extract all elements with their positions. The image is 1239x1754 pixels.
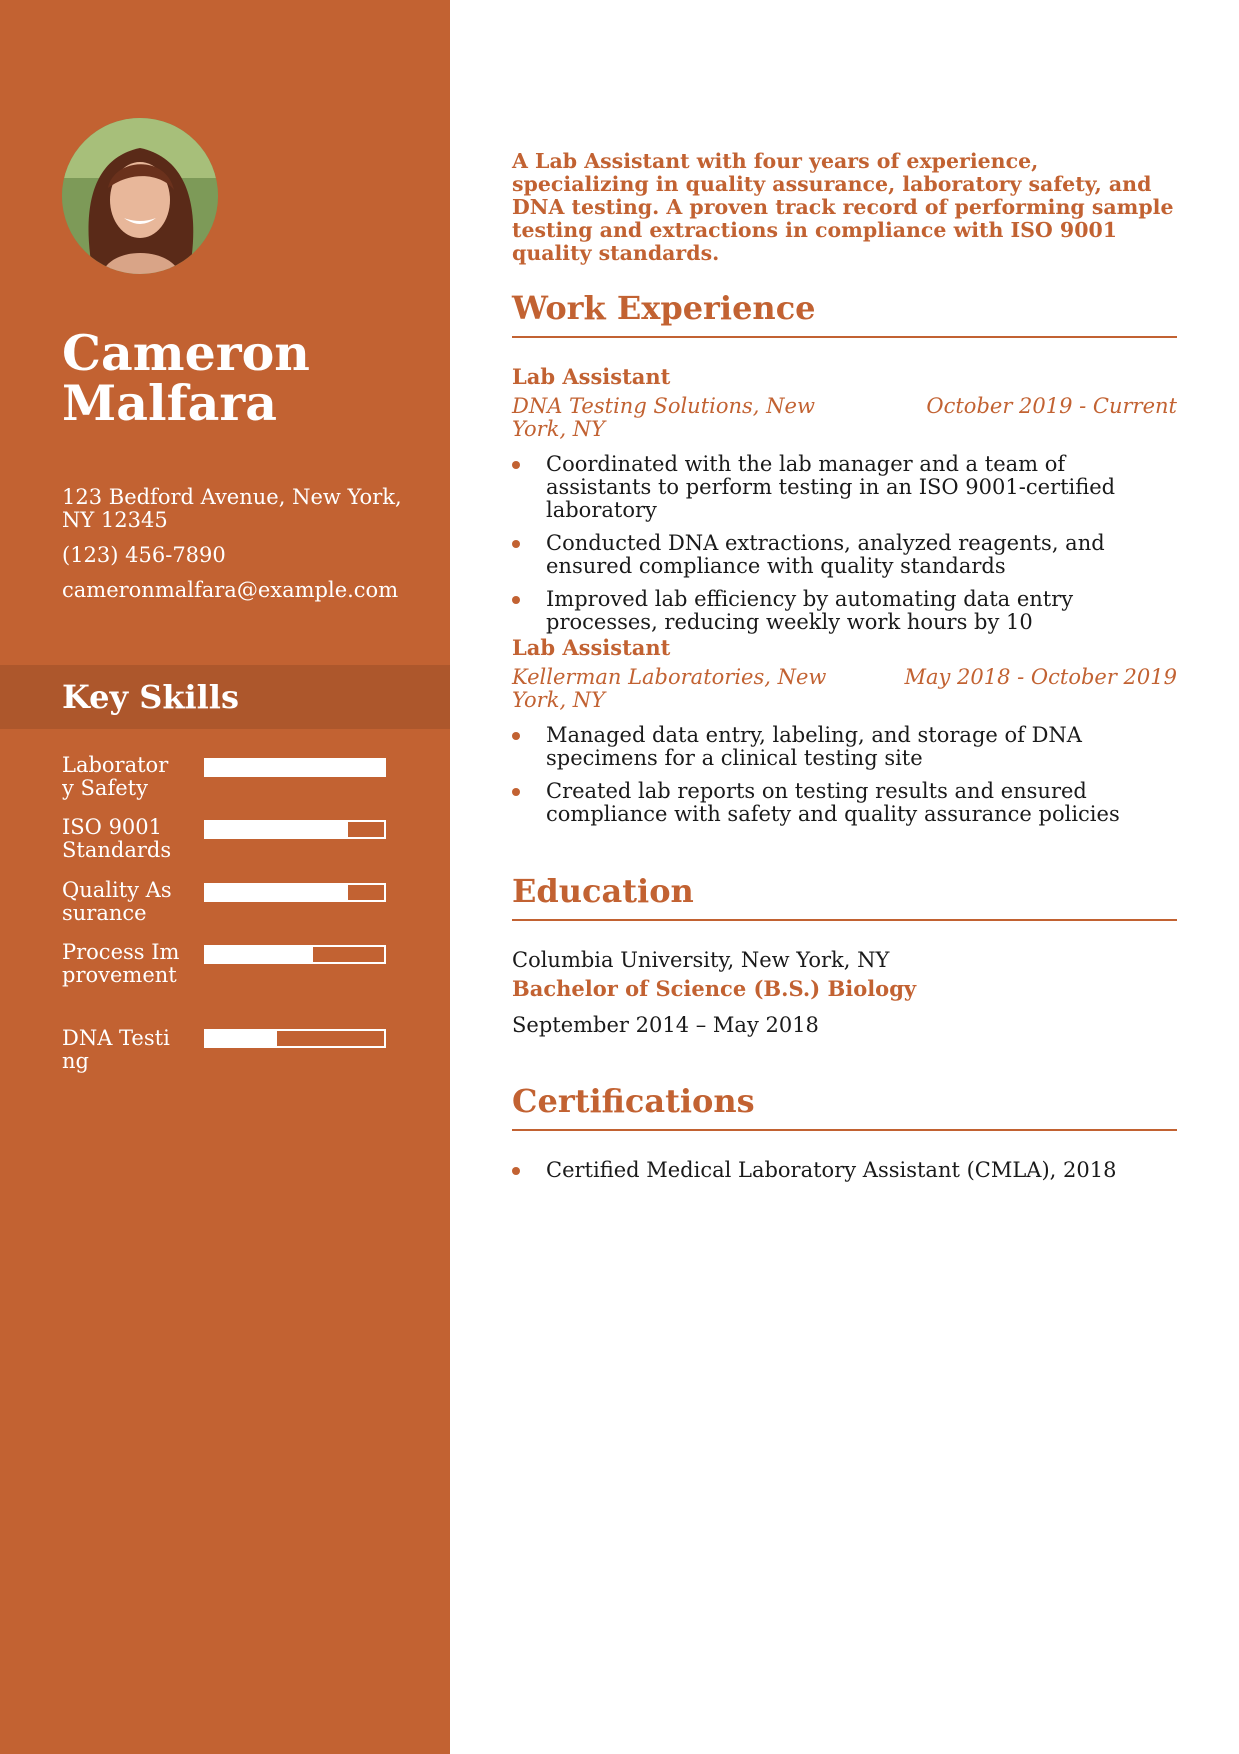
bullet-icon [512,732,520,740]
certification-text: Certified Medical Laboratory Assistant (CMLA), 2018 [546,1158,1117,1182]
divider [512,919,1177,921]
bullet-icon [512,540,520,548]
skill-label: ISO 9001 Standards [62,816,172,862]
bullet-item [512,724,1177,770]
bullet-text: Created lab reports on testing results and ensured compliance with safety and quality assurance policies [546,779,1120,826]
skill-bar [204,820,386,839]
candidate-name [62,324,310,432]
address: 123 Bedford Avenue, New York, NY 12345 [62,485,402,532]
bullet-item [512,588,1177,634]
job-dates: May 2018 - October 2019 [904,665,1177,689]
education-title: Education [512,872,694,910]
skill-label: Laboratory Safety [62,754,169,800]
sidebar [0,0,450,1754]
profile-photo [62,118,218,274]
bullet-text: Improved lab efficiency by automating data entry processes, reducing weekly work hours by 10 [546,587,1074,634]
job-title: Lab Assistant [512,635,671,660]
bullet-icon [512,461,520,469]
bullet-icon [512,596,520,604]
skill-label: Quality Assurance [62,879,172,925]
job-company: Kellerman Laboratories, New York, NY [512,665,827,712]
skill-fill [206,947,313,962]
last-name: Malfara [62,374,277,432]
job-dates: October 2019 - Current [926,394,1177,418]
bullet-item [512,453,1177,522]
bullet-item [512,532,1177,578]
certification-item [512,1159,1177,1182]
first-name: Cameron [62,324,310,382]
bullet-text: Coordinated with the lab manager and a team of assistants to perform testing in an ISO 9001-certified laboratory [546,452,1116,522]
skill-bar [204,945,386,964]
skills-header [0,665,450,729]
education-degree: Bachelor of Science (B.S.) Biology [512,976,917,1001]
skill-fill [206,760,384,775]
divider [512,1129,1177,1131]
bullet-text: Conducted DNA extractions, analyzed reagents, and ensured compliance with quality standards [546,531,1105,578]
skill-fill [206,885,348,900]
skill-bar [204,1029,386,1048]
skill-fill [206,822,348,837]
skill-label: DNA Testing [62,1027,170,1073]
bullet-icon [512,788,520,796]
job-bullets [512,724,1177,836]
bullet-item [512,780,1177,826]
job-bullets [512,453,1177,644]
certifications-title: Certifications [512,1082,755,1120]
professional-summary: A Lab Assistant with four years of experience, specializing in quality assurance, laboratory safety, and DNA testing. A proven track record of performing sample testing and extractions in compliance with ISO 9001 quality standards. [512,149,1174,265]
skill-bar [204,883,386,902]
education-school: Columbia University, New York, NY [512,948,890,972]
education-dates: September 2014 – May 2018 [512,1013,819,1037]
certification-list [512,1159,1177,1192]
skill-label: Process Improvement [62,941,180,987]
phone[interactable]: (123) 456-7890 [62,543,226,567]
bullet-icon [512,1167,520,1175]
email[interactable]: cameronmalfara@example.com [62,578,399,602]
job-company: DNA Testing Solutions, New York, NY [512,394,815,441]
avatar [62,118,218,274]
skill-fill [206,1031,277,1046]
skills-title: Key Skills [62,678,239,716]
job-title: Lab Assistant [512,364,671,389]
skill-bar [204,758,386,777]
bullet-text: Managed data entry, labeling, and storage of DNA specimens for a clinical testing site [546,723,1082,770]
divider [512,336,1177,338]
work-experience-title: Work Experience [512,289,816,327]
contact-info [62,486,402,602]
